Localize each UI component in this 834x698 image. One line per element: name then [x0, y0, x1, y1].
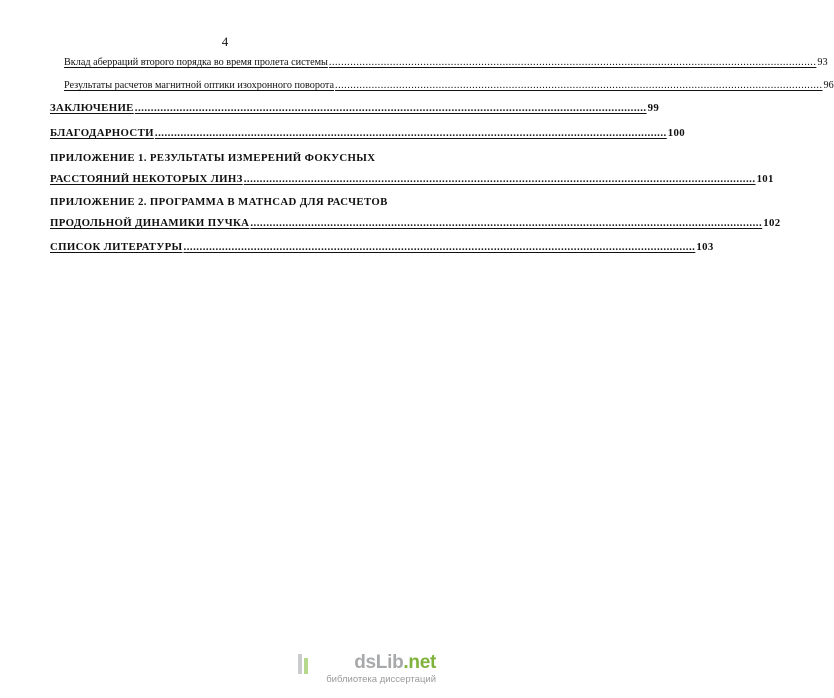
toc-dot-leader: ................................................................................................................................................................ — [328, 57, 817, 68]
dslib-logo[interactable] — [296, 652, 436, 686]
page-number: 4 — [221, 34, 229, 49]
toc-dot-leader: ................................................................................................................................................................ — [154, 127, 667, 139]
toc-dot-leader: ................................................................................................................................................................ — [243, 173, 756, 185]
toc-entry-page: 103 — [696, 241, 714, 253]
dslib-brand-tld: .net — [403, 652, 436, 673]
dslib-brand — [354, 652, 436, 674]
toc-dot-leader: ................................................................................................................................................................ — [134, 102, 647, 114]
toc-entry-title: ПРОДОЛЬНОЙ ДИНАМИКИ ПУЧКА — [50, 217, 250, 229]
toc-entry-page: 101 — [756, 173, 774, 185]
toc-entry-title: Вклад аберраций второго порядка во время пролета системы — [64, 57, 328, 68]
toc-dot-leader: ................................................................................................................................................................ — [183, 241, 696, 253]
toc-entry-page: 93 — [817, 57, 828, 68]
toc-entry-second-order-aberrations[interactable] — [64, 57, 828, 68]
toc-entry-appendix-2[interactable] — [50, 217, 781, 229]
toc-dot-leader: ................................................................................................................................................................ — [335, 80, 823, 91]
toc-entry-title: СПИСОК ЛИТЕРАТУРЫ — [50, 241, 183, 253]
toc-entry-page: 100 — [667, 127, 685, 139]
toc-entry-isochronous-turn-results[interactable] — [64, 80, 834, 91]
toc-entry-references[interactable] — [50, 241, 714, 253]
toc-dot-leader: ................................................................................................................................................................ — [250, 217, 763, 229]
toc-entry-title: РАССТОЯНИЙ НЕКОТОРЫХ ЛИНЗ — [50, 173, 243, 185]
toc-entry-page: 99 — [647, 102, 660, 114]
toc-entry-page: 96 — [823, 80, 834, 91]
toc-entry-title: ЗАКЛЮЧЕНИЕ — [50, 102, 134, 114]
dslib-caption: библиотека диссертаций — [326, 674, 436, 685]
dslib-brand-name: dsLib — [354, 652, 404, 673]
toc-entry-page: 102 — [763, 217, 781, 229]
toc-entry-appendix-2-line1[interactable]: ПРИЛОЖЕНИЕ 2. ПРОГРАММА В MATHCAD ДЛЯ РАСЧЕТОВ — [50, 196, 388, 208]
dslib-logo-icon — [296, 652, 312, 676]
toc-entry-title: БЛАГОДАРНОСТИ — [50, 127, 154, 139]
toc-entry-conclusion[interactable] — [50, 102, 660, 114]
toc-entry-title: Результаты расчетов магнитной оптики изохронного поворота — [64, 80, 335, 91]
toc-entry-appendix-1[interactable] — [50, 173, 774, 185]
toc-entry-appendix-1-line1[interactable]: ПРИЛОЖЕНИЕ 1. РЕЗУЛЬТАТЫ ИЗМЕРЕНИЙ ФОКУСНЫХ — [50, 152, 376, 164]
toc-entry-acknowledgements[interactable] — [50, 127, 685, 139]
